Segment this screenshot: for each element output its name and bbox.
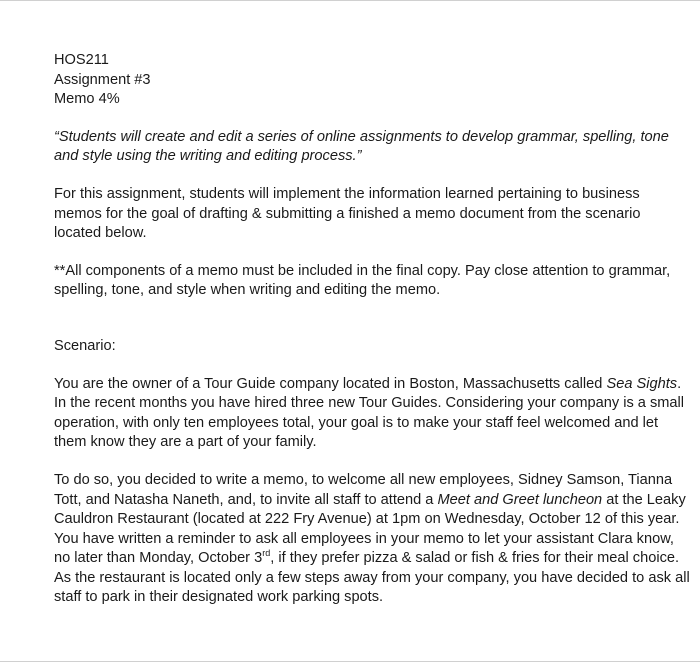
- company-name: Sea Sights: [606, 375, 678, 392]
- scenario-heading: Scenario:: [54, 337, 116, 354]
- scenario-paragraph-2: To do so, you decided to write a memo, to welcome all new employees, Sidney Samson, Tianna Tott, and Natasha Naneth, and, to invite all staff to attend a Meet and Greet luncheon at the Leaky Cauldron Restaurant (located at 222 Fry Avenue) at 1pm on Wednesday, October 12 of this year. You have written a reminder to ask all employees in your memo to let your assistant Clara know, no later than Monday, October 3rd, if they prefer pizza & salad or fish & fries for their meal choice. As the restaurant is located only a few steps away from your company, you have decided to ask all staff to park in their designated work parking spots.: [54, 471, 690, 606]
- intro-paragraph: For this assignment, students will implement the information learned pertaining to business memos for the goal of drafting & submitting a finished a memo document from the scenario located below.: [54, 185, 641, 242]
- date-ordinal: rd: [262, 548, 271, 559]
- memo-weight: Memo 4%: [54, 91, 120, 108]
- event-name: Meet and Greet luncheon: [437, 491, 603, 508]
- objective-quote: “Students will create and edit a series of online assignments to develop grammar, spelling, tone and style using the writing and editing process.”: [54, 128, 669, 165]
- requirements-note: **All components of a memo must be included in the final copy. Pay close attention to grammar, spelling, tone, and style when writing and editing the memo.: [54, 262, 671, 299]
- course-code: HOS211: [54, 52, 109, 68]
- document-body: [54, 51, 690, 608]
- assignment-number: Assignment #3: [54, 71, 151, 88]
- scenario-paragraph-1: You are the owner of a Tour Guide company located in Boston, Massachusetts called Sea Sights. In the recent months you have hired three new Tour Guides. Considering your company is a small operation, with only ten employees total, your goal is to make your staff feel welcomed and let them know they are a part of your family.: [54, 375, 685, 451]
